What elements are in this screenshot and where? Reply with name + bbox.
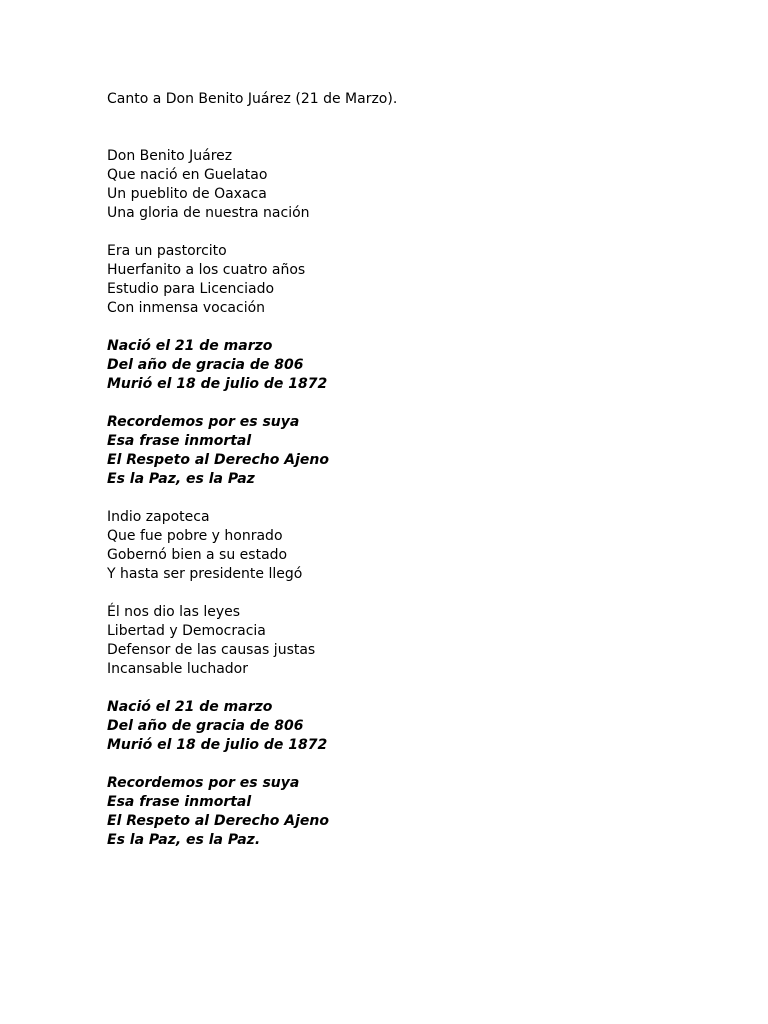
verse-line: Él nos dio las leyes [107, 604, 241, 620]
chorus-line: Recordemos por es suya [107, 414, 300, 430]
verse-line: Huerfanito a los cuatro años [107, 262, 306, 278]
stanza-1 [107, 147, 707, 223]
verse-line: Indio zapoteca [107, 509, 210, 525]
document-title: Canto a Don Benito Juárez (21 de Marzo). [107, 91, 398, 107]
chorus-line: Murió el 18 de julio de 1872 [107, 376, 328, 392]
verse-line: Un pueblito de Oaxaca [107, 186, 267, 202]
stanza-4-chorus [107, 413, 707, 489]
verse-line: Incansable luchador [107, 661, 248, 677]
verse-line: Una gloria de nuestra nación [107, 205, 310, 221]
document-page [107, 90, 707, 869]
chorus-line: Esa frase inmortal [107, 794, 252, 810]
stanza-7-chorus [107, 698, 707, 755]
chorus-line: Nació el 21 de marzo [107, 699, 273, 715]
chorus-line: El Respeto al Derecho Ajeno [107, 813, 329, 829]
chorus-line: Del año de gracia de 806 [107, 718, 304, 734]
chorus-line: El Respeto al Derecho Ajeno [107, 452, 329, 468]
stanza-2 [107, 242, 707, 318]
verse-line: Que nació en Guelatao [107, 167, 268, 183]
chorus-line: Nació el 21 de marzo [107, 338, 273, 354]
stanza-6 [107, 603, 707, 679]
verse-line: Y hasta ser presidente llegó [107, 566, 303, 582]
verse-line: Era un pastorcito [107, 243, 227, 259]
stanza-3-chorus [107, 337, 707, 394]
verse-line: Don Benito Juárez [107, 148, 233, 164]
verse-line: Estudio para Licenciado [107, 281, 275, 297]
chorus-line: Esa frase inmortal [107, 433, 252, 449]
stanza-8-chorus [107, 774, 707, 850]
verse-line: Que fue pobre y honrado [107, 528, 283, 544]
chorus-line: Recordemos por es suya [107, 775, 300, 791]
verse-line: Libertad y Democracia [107, 623, 266, 639]
stanza-5 [107, 508, 707, 584]
chorus-line: Del año de gracia de 806 [107, 357, 304, 373]
verse-line: Gobernó bien a su estado [107, 547, 288, 563]
chorus-line: Es la Paz, es la Paz. [107, 832, 261, 848]
chorus-line: Murió el 18 de julio de 1872 [107, 737, 328, 753]
verse-line: Defensor de las causas justas [107, 642, 316, 658]
chorus-line: Es la Paz, es la Paz [107, 471, 255, 487]
verse-line: Con inmensa vocación [107, 300, 266, 316]
